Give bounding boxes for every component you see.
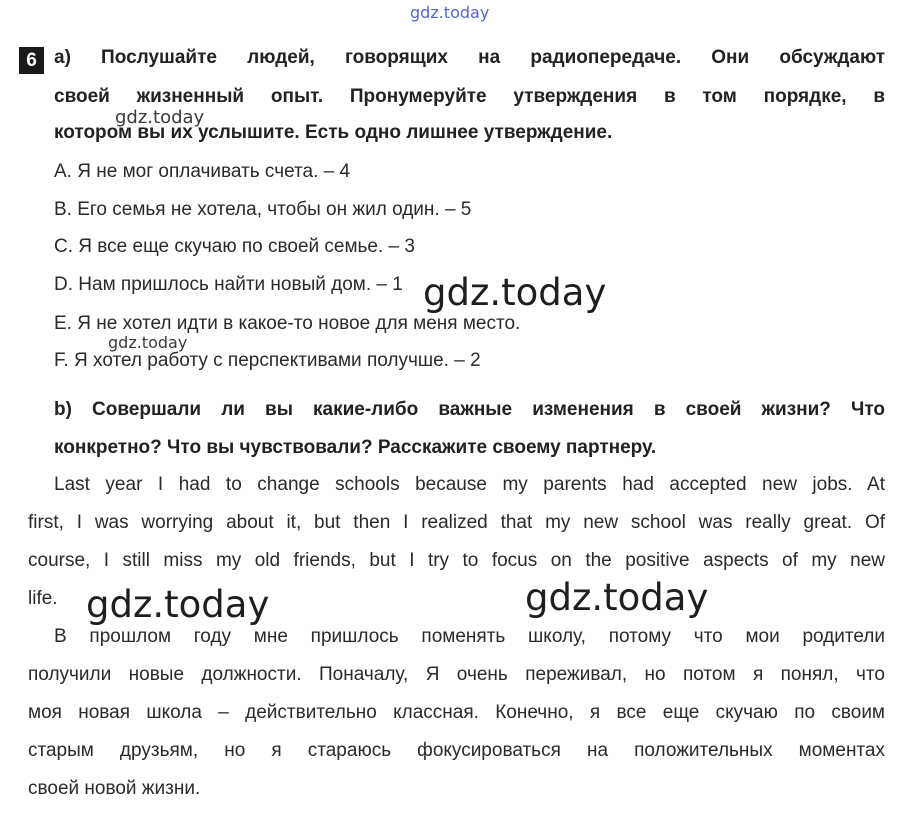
answer-ru-line-2: получили новые должности. Поначалу, Я очень переживал, но потом я понял, что [28, 664, 885, 685]
answer-ru-line-3: моя новая школа – действительно классная. Конечно, я все еще скучаю по своим [28, 702, 885, 723]
statement-b: B. Его семья не хотела, чтобы он жил один. – 5 [54, 199, 472, 220]
answer-en-line-4: life. [28, 588, 58, 609]
watermark-big-2: gdz.today [86, 583, 270, 626]
part-a-line-3: котором вы их услышите. Есть одно лишнее утверждение. [54, 122, 613, 143]
statement-f: F. Я хотел работу с перспективами получше. – 2 [54, 350, 481, 371]
part-a-line-1: a) Послушайте людей, говорящих на радиопередаче. Они обсуждают [54, 47, 885, 68]
answer-en-line-3: course, I still miss my old friends, but I try to focus on the positive aspects of my new [28, 550, 885, 571]
answer-ru-line-4: старым друзьям, но я стараюсь фокусироваться на положительных моментах [28, 740, 885, 761]
part-b-line-1: b) Совершали ли вы какие-либо важные изменения в своей жизни? Что [54, 399, 885, 420]
part-b-line-2: конкретно? Что вы чувствовали? Расскажите своему партнеру. [54, 437, 657, 458]
statement-a: A. Я не мог оплачивать счета. – 4 [54, 161, 351, 182]
watermark-small-1: gdz.today [115, 107, 205, 128]
answer-ru-line-1: В прошлом году мне пришлось поменять школу, потому что мои родители [54, 626, 885, 647]
answer-ru-line-5: своей новой жизни. [28, 778, 201, 799]
part-a-line-2: своей жизненный опыт. Пронумеруйте утверждения в том порядке, в [54, 86, 885, 107]
watermark-top: gdz.today [410, 3, 490, 22]
watermark-small-2: gdz.today [108, 333, 188, 352]
answer-en-line-1: Last year I had to change schools because my parents had accepted new jobs. At [54, 474, 885, 495]
answer-en-line-2: first, I was worrying about it, but then I realized that my new school was really great. Of [28, 512, 885, 533]
statement-e: E. Я не хотел идти в какое-то новое для меня место. [54, 313, 521, 334]
statement-d: D. Нам пришлось найти новый дом. – 1 [54, 274, 403, 295]
watermark-big-1: gdz.today [423, 271, 607, 314]
watermark-big-3: gdz.today [525, 576, 709, 619]
exercise-number-badge: 6 [19, 47, 44, 74]
statement-c: C. Я все еще скучаю по своей семье. – 3 [54, 236, 415, 257]
